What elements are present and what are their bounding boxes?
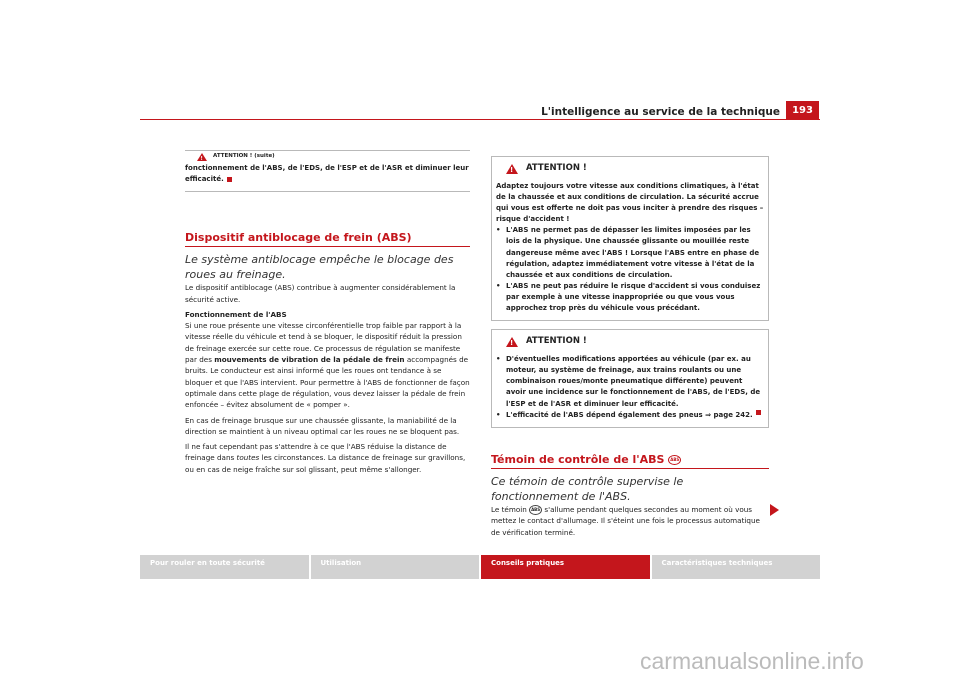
continued-warning-text: fonctionnement de l'ABS, de l'EDS, de l'ESP et de l'ASR et diminuer leur efficacité. — [185, 164, 469, 183]
abs-section-title: Dispositif antiblocage de frein (ABS) — [185, 231, 412, 244]
abs-lamp-text — [491, 504, 769, 538]
section-rule — [491, 468, 769, 469]
warning-1-bullet — [496, 225, 764, 280]
footer-tab-practical-tips[interactable]: Conseils pratiques — [481, 555, 650, 579]
warning-triangle-icon — [506, 164, 518, 174]
abs-lamp-section-subtitle: Ce témoin de contrôle supervise le fonctionnement de l'ABS. — [491, 474, 684, 503]
right-column — [491, 156, 769, 538]
page-header — [0, 0, 960, 122]
bullet-icon: • — [496, 410, 501, 419]
spacer — [491, 428, 769, 454]
abs-warning-lamp-icon: ABS — [529, 505, 542, 515]
warning-2-bullet — [496, 354, 764, 409]
header-rule — [140, 119, 820, 120]
warning-1-bullet-text: L'ABS ne permet pas de dépasser les limites imposées par les lois de la physique. Une chaussée glissante ou mouillée reste dangereuse même avec l'ABS ! Lorsque l'ABS entre en phase de régulation, adaptez immédiatement votre vitesse à l'état de la chaussée et aux conditions de circulation. — [506, 226, 760, 279]
next-page-arrow-icon[interactable] — [770, 504, 779, 516]
abs-lamp-text-end: s'allume pendant quelques secondes au moment où vous mettez le contact d'allumage. Il s'éteint une fois le processus automatique de vérification terminé. — [491, 504, 760, 537]
warning-1-intro: Adaptez toujours votre vitesse aux conditions climatiques, à l'état de la chaussée et aux conditions de circulation. La sécurité accrue qui vous est offerte ne doit pas vous inciter à prendre des risques – risque d'accident ! — [496, 182, 764, 224]
warning-box-2 — [491, 329, 769, 428]
abs-paragraph-1 — [185, 320, 470, 410]
footer-tabs — [140, 555, 820, 579]
abs-paragraph-3 — [185, 441, 470, 475]
left-column — [185, 150, 470, 475]
warning-1-bullet — [496, 281, 764, 314]
spacer — [185, 192, 470, 232]
warning-2-body — [492, 354, 768, 427]
footer-tab-operation[interactable]: Utilisation — [311, 555, 480, 579]
abs-subhead: Fonctionnement de l'ABS — [185, 309, 287, 319]
abs-p3-italic: toutes — [236, 453, 260, 463]
abs-lamp-text-start: Le témoin — [491, 504, 527, 514]
warning-triangle-icon — [506, 337, 518, 347]
bullet-icon: • — [496, 281, 501, 290]
abs-lamp-section-title — [491, 454, 769, 465]
abs-paragraph-2: En cas de freinage brusque sur une chaussée glissante, la maniabilité de la direction se maintient à un niveau optimal car les roues ne se bloquent pas. — [185, 415, 460, 436]
footer-tab-safety[interactable]: Pour rouler en toute sécurité — [140, 555, 309, 579]
continued-warning-box — [185, 150, 470, 192]
bullet-icon: • — [496, 226, 501, 235]
warning-triangle-icon — [197, 153, 207, 161]
continued-warning-title: ATTENTION ! (suite) — [213, 153, 275, 160]
abs-intro: Le dispositif antiblocage (ABS) contribue à augmenter considérablement la sécurité active. — [185, 283, 456, 304]
section-rule — [185, 246, 470, 247]
page-number: 193 — [786, 101, 819, 120]
abs-warning-lamp-icon: ABS — [668, 455, 681, 465]
abs-p1-emphasis: mouvements de vibration de la pédale de frein — [214, 355, 405, 365]
abs-p3-end: les circonstances. La distance de freinage sur gravillons, ou en cas de neige fraîche sur sol glissant, peut même s'allonger. — [185, 453, 466, 474]
header-title: L'intelligence au service de la technique — [541, 106, 780, 118]
end-mark-icon — [756, 410, 761, 415]
end-mark-icon — [227, 177, 232, 182]
warning-2-bullet-text: L'efficacité de l'ABS dépend également des pneus ⇒ page 242. — [506, 410, 753, 419]
warning-2-bullet — [496, 410, 764, 421]
warning-2-heading — [492, 330, 768, 354]
bullet-icon: • — [496, 355, 501, 364]
abs-p1-start: Si une roue présente une vitesse circonférentielle trop faible par rapport à la vitesse réelle du véhicule et tend à se bloquer, le dispositif réduit la pression de freinage exercée sur cette roue. Ce processus de régulation se manifeste par des — [185, 321, 462, 365]
watermark: carmanualsonline.info — [640, 648, 864, 674]
abs-p1-end: accompagnés de bruits. Le conducteur est ainsi informé que les roues ont tendance à se bloquer et que l'ABS intervient. Pour permettre à l'ABS de fonctionner de façon optimale dans cette plage de régulation, vous devez laisser la pédale de frein enfoncée – évitez absolument de « pomper ». — [185, 355, 470, 410]
spacer — [491, 321, 769, 329]
warning-1-body — [492, 181, 768, 320]
warning-1-bullet-text: L'ABS ne peut pas réduire le risque d'accident si vous conduisez par exemple à une vitesse inappropriée ou que vous vous approchez trop près du véhicule vous précédant. — [506, 281, 761, 313]
abs-p3-start: Il ne faut cependant pas s'attendre à ce que l'ABS réduise la distance de freinage dans — [185, 442, 447, 463]
warning-1-title: ATTENTION ! — [526, 163, 587, 174]
continued-warning-body — [185, 163, 470, 185]
continued-warning-heading — [185, 151, 470, 163]
warning-2-title: ATTENTION ! — [526, 336, 587, 347]
warning-box-1 — [491, 156, 769, 321]
warning-1-heading — [492, 157, 768, 181]
footer-tab-technical-specs[interactable]: Caractéristiques techniques — [652, 555, 821, 579]
abs-section-subtitle: Le système antiblocage empêche le blocage des roues au freinage. — [185, 253, 454, 282]
warning-2-bullet-text: D'éventuelles modifications apportées au véhicule (par ex. au moteur, au système de freinage, aux trains roulants ou une combinaison roues/monte pneumatique différente) peuvent avoir une incidence sur le fonctionnement de l'ABS, de l'EDS, de l'ESP et de l'ASR et diminuer leur efficacité. — [506, 355, 761, 408]
abs-lamp-title-text: Témoin de contrôle de l'ABS — [491, 452, 665, 466]
